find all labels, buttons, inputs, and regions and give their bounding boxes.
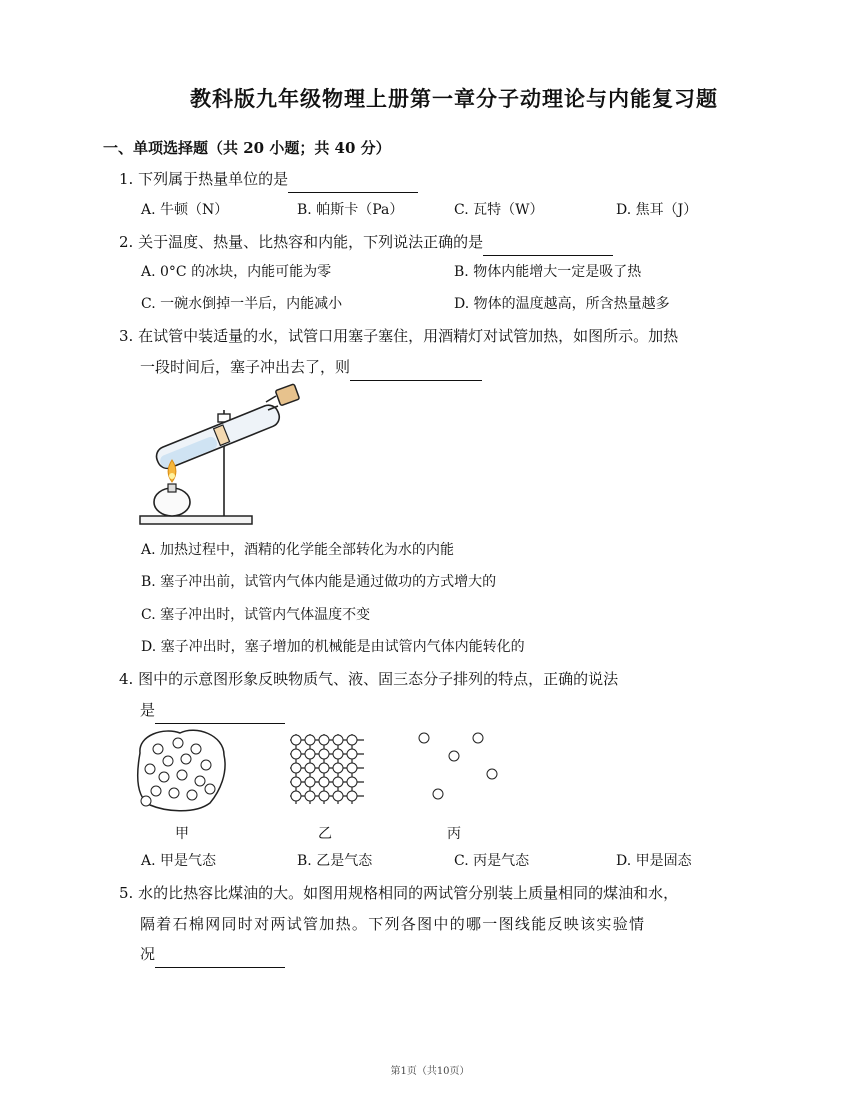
page-footer: 第1页（共10页）	[390, 1066, 470, 1077]
question-number: 4.	[119, 670, 134, 688]
answer-blank	[155, 705, 285, 724]
question-number: 2.	[119, 233, 134, 251]
stand-base	[140, 516, 252, 524]
question-text: 一段时间后，塞子冲出去了，则	[140, 358, 351, 376]
answer-blank	[350, 362, 482, 381]
figure-label-yi: 乙	[318, 826, 332, 842]
option-a: A. 牛顿（N）	[141, 202, 229, 218]
gas-molecules-figure	[410, 728, 506, 800]
question-3-stem-line2	[140, 353, 482, 381]
option-a: A. 0°C 的冰块，内能可能为零	[141, 264, 332, 280]
question-5-stem-line2: 隔着石棉网同时对两试管加热。下列各图中的哪一图线能反映该实验情	[140, 915, 646, 933]
question-text: 图中的示意图形象反映物质气、液、固三态分子排列的特点，正确的说法	[138, 670, 619, 688]
question-4-stem-line1	[119, 665, 618, 693]
option-d: D. 物体的温度越高，所含热量越多	[454, 296, 670, 312]
figure-label-bing: 丙	[447, 826, 461, 842]
liquid-molecules-figure	[134, 725, 230, 815]
cork	[275, 384, 299, 406]
option-b: B. 帕斯卡（Pa）	[297, 202, 404, 218]
question-text: 是	[140, 701, 156, 719]
question-text: 关于温度、热量、比热容和内能，下列说法正确的是	[138, 233, 484, 251]
question-number: 5.	[119, 884, 134, 902]
answer-blank	[288, 174, 418, 193]
question-text: 下列属于热量单位的是	[138, 170, 289, 188]
question-text: 况	[140, 945, 156, 963]
option-b: B. 物体内能增大一定是吸了热	[454, 264, 642, 280]
figure-label-jia: 甲	[175, 826, 189, 842]
question-5-stem-line1	[119, 879, 678, 907]
option-a: A. 加热过程中，酒精的化学能全部转化为水的内能	[141, 542, 455, 558]
question-number: 1.	[119, 170, 134, 188]
solid-molecules-figure	[284, 732, 368, 808]
question-5-stem-line3	[140, 940, 285, 968]
option-d: D. 焦耳（J）	[616, 202, 698, 218]
option-c: C. 瓦特（W）	[454, 202, 544, 218]
question-text: 在试管中装适量的水，试管口用塞子塞住，用酒精灯对试管加热，如图所示。加热	[138, 327, 679, 345]
option-d: D. 塞子冲出时，塞子增加的机械能是由试管内气体内能转化的	[141, 639, 525, 655]
question-4-stem-line2	[140, 696, 285, 724]
option-c: C. 塞子冲出时，试管内气体温度不变	[141, 607, 371, 623]
option-a: A. 甲是气态	[141, 853, 217, 869]
answer-blank	[155, 949, 285, 968]
option-c: C. 丙是气态	[454, 853, 530, 869]
option-c: C. 一碗水倒掉一半后，内能减小	[141, 296, 343, 312]
test-tube-heating-figure	[138, 380, 310, 528]
option-b: B. 乙是气态	[297, 853, 373, 869]
option-b: B. 塞子冲出前，试管内气体内能是通过做功的方式增大的	[141, 574, 497, 590]
question-3-stem-line1	[119, 322, 678, 350]
answer-blank	[483, 237, 613, 256]
question-2-stem	[119, 228, 613, 256]
question-1-stem	[119, 165, 418, 193]
option-d: D. 甲是固态	[616, 853, 692, 869]
page-title: 教科版九年级物理上册第一章分子动理论与内能复习题	[190, 86, 718, 111]
question-text: 水的比热容比煤油的大。如图用规格相同的两试管分别装上质量相同的煤油和水，	[138, 884, 679, 902]
section-heading: 一、单项选择题（共 20 小题；共 40 分）	[103, 139, 391, 157]
question-number: 3.	[119, 327, 134, 345]
